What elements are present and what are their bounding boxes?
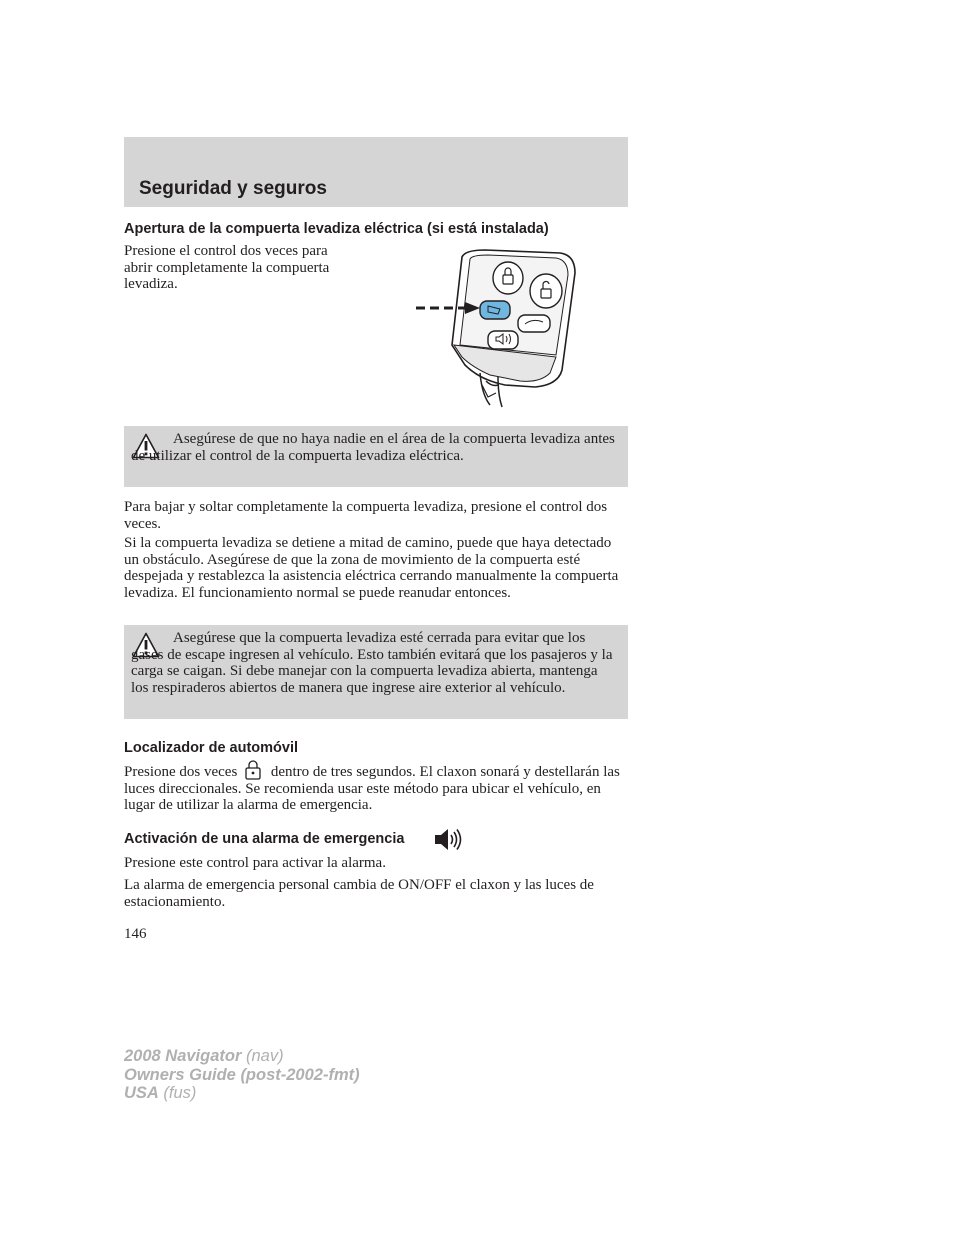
- page-title: Seguridad y seguros: [139, 178, 327, 199]
- warning-box: [124, 426, 628, 487]
- footer-model: 2008 Navigator: [124, 1047, 242, 1065]
- footer-line: [124, 1084, 360, 1103]
- section-heading-power-liftgate: Apertura de la compuerta levadiza eléctrica (si está instalada): [124, 221, 549, 237]
- document-footer: [124, 1047, 360, 1103]
- page-number: 146: [124, 926, 147, 942]
- section-heading-car-finder: Localizador de automóvil: [124, 740, 299, 756]
- footer-market-code: (fus): [158, 1084, 197, 1102]
- panic-alarm-paragraph: La alarma de emergencia personal cambia de ON/OFF el claxon y las luces de estacionamiento.: [124, 877, 594, 910]
- footer-line: [124, 1047, 360, 1066]
- paragraph-obstacle-detected: Si la compuerta levadiza se detiene a mitad de camino, puede que haya detectado un obstáculo. Asegúrese de que la zona de movimiento de la compuerta esté despejada y restablezca la asistencia eléctrica cerrando manualmente la compuerta levadiza. El funcionamiento normal se puede reanudar entonces.: [124, 535, 619, 601]
- keyfob-remote-icon: [410, 245, 585, 410]
- paragraph-lower-liftgate: Para bajar y soltar completamente la compuerta levadiza, presione el control dos veces.: [124, 499, 608, 532]
- intro-line: levadiza.: [124, 276, 178, 292]
- section-heading-panic-alarm: Activación de una alarma de emergencia: [124, 831, 405, 847]
- footer-guide: Owners Guide (post-2002-fmt): [124, 1065, 360, 1084]
- panic-alarm-paragraph: Presione este control para activar la alarma.: [124, 855, 386, 871]
- warning-box: [124, 625, 628, 719]
- power-liftgate-intro: [124, 243, 374, 293]
- lock-icon: [243, 760, 263, 780]
- car-finder-text-end: dentro de tres segundos. El claxon sonará y destellarán las luces direccionales. Se recomienda usar este método para ubicar el vehículo, en lugar de utilizar la alarma de emergencia.: [124, 764, 620, 813]
- panic-alarm-speaker-icon: [434, 828, 462, 851]
- warning-text: Asegúrese de que no haya nadie en el área de la compuerta levadiza antes de utilizar el control de la compuerta levadiza eléctrica.: [131, 431, 615, 464]
- warning-text: Asegúrese que la compuerta levadiza esté cerrada para evitar que los gases de escape ingresen al vehículo. Esto también evitará que los pasajeros y la carga se caigan. Si debe manejar con la compuerta levadiza abierta, mantenga los respiraderos abiertos de manera que ingrese aire exterior al vehículo.: [131, 630, 613, 696]
- car-finder-text: [124, 764, 626, 814]
- footer-market: USA: [124, 1084, 159, 1102]
- intro-line: Presione el control dos veces para: [124, 243, 328, 259]
- footer-line: [124, 1066, 360, 1085]
- footer-model-code: (nav): [241, 1047, 284, 1065]
- intro-line: abrir completamente la compuerta: [124, 259, 330, 276]
- car-finder-text-start: Presione dos veces: [124, 764, 238, 780]
